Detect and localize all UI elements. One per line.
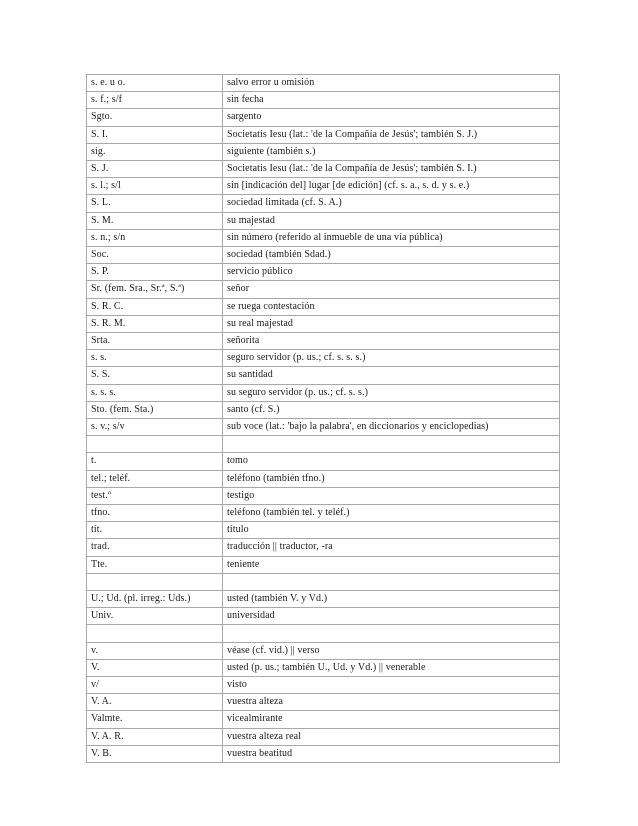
table-row: [87, 591, 560, 608]
table-row: [87, 161, 560, 178]
abbreviation-cell: Sto. (fem. Sta.): [87, 401, 223, 418]
table-row: [87, 212, 560, 229]
meaning-cell: se ruega contestación: [223, 298, 560, 315]
meaning-cell: testigo: [223, 487, 560, 504]
table-row: [87, 109, 560, 126]
abbreviation-cell: s. e. u o.: [87, 75, 223, 92]
table-row: [87, 487, 560, 504]
abbreviation-cell: V. A.: [87, 694, 223, 711]
table-row: [87, 367, 560, 384]
abbreviation-cell: [87, 625, 223, 642]
meaning-cell: sin [indicación del] lugar [de edición] (cf. s. a., s. d. y s. e.): [223, 178, 560, 195]
meaning-cell: vuestra alteza: [223, 694, 560, 711]
abbreviation-cell: Valmte.: [87, 711, 223, 728]
meaning-cell: usted (también V. y Vd.): [223, 591, 560, 608]
abbreviation-cell: [87, 573, 223, 590]
abbreviation-cell: tel.; teléf.: [87, 470, 223, 487]
table-row: [87, 281, 560, 298]
table-row: [87, 728, 560, 745]
abbreviation-cell: v.: [87, 642, 223, 659]
abbreviation-cell: V.: [87, 659, 223, 676]
meaning-cell: tomo: [223, 453, 560, 470]
table-row: [87, 659, 560, 676]
meaning-cell: Societatis Iesu (lat.: 'de la Compañía de Jesús'; también S. I.): [223, 161, 560, 178]
table-row: [87, 298, 560, 315]
meaning-cell: su real majestad: [223, 315, 560, 332]
abbreviation-cell: t.: [87, 453, 223, 470]
abbreviation-cell: trad.: [87, 539, 223, 556]
table-row: [87, 264, 560, 281]
table-row: [87, 522, 560, 539]
table-row: [87, 677, 560, 694]
abbreviation-cell: S. M.: [87, 212, 223, 229]
table-row: [87, 608, 560, 625]
meaning-cell: sin número (referido al inmueble de una vía pública): [223, 229, 560, 246]
meaning-cell: sociedad limitada (cf. S. A.): [223, 195, 560, 212]
abbreviation-cell: Sr. (fem. Sra., Sr.ª, S.ª): [87, 281, 223, 298]
abbreviations-table: [86, 74, 560, 763]
meaning-cell: traducción || traductor, -ra: [223, 539, 560, 556]
abbreviation-cell: S. R. M.: [87, 315, 223, 332]
meaning-cell: seguro servidor (p. us.; cf. s. s. s.): [223, 350, 560, 367]
meaning-cell: santo (cf. S.): [223, 401, 560, 418]
table-row: [87, 384, 560, 401]
abbreviation-cell: Univ.: [87, 608, 223, 625]
abbreviation-cell: V. B.: [87, 745, 223, 762]
meaning-cell: universidad: [223, 608, 560, 625]
table-row: [87, 711, 560, 728]
meaning-cell: vuestra alteza real: [223, 728, 560, 745]
table-row: [87, 745, 560, 762]
table-row: [87, 333, 560, 350]
table-row: [87, 539, 560, 556]
meaning-cell: señor: [223, 281, 560, 298]
table-row: [87, 178, 560, 195]
table-row: [87, 419, 560, 436]
abbreviation-cell: S. I.: [87, 126, 223, 143]
abbreviation-cell: V. A. R.: [87, 728, 223, 745]
table-row: [87, 642, 560, 659]
abbreviation-cell: [87, 436, 223, 453]
table-row: [87, 556, 560, 573]
table-row: [87, 350, 560, 367]
meaning-cell: [223, 573, 560, 590]
table-row: [87, 229, 560, 246]
abbreviation-cell: S. L.: [87, 195, 223, 212]
meaning-cell: teniente: [223, 556, 560, 573]
meaning-cell: vuestra beatitud: [223, 745, 560, 762]
abbreviation-cell: Sgto.: [87, 109, 223, 126]
meaning-cell: su santidad: [223, 367, 560, 384]
meaning-cell: Societatis Iesu (lat.: 'de la Compañía de Jesús'; también S. J.): [223, 126, 560, 143]
meaning-cell: salvo error u omisión: [223, 75, 560, 92]
meaning-cell: teléfono (también tel. y teléf.): [223, 505, 560, 522]
table-row: [87, 195, 560, 212]
meaning-cell: sargento: [223, 109, 560, 126]
abbreviation-cell: s. n.; s/n: [87, 229, 223, 246]
meaning-cell: título: [223, 522, 560, 539]
table-row: [87, 247, 560, 264]
abbreviation-cell: S. R. C.: [87, 298, 223, 315]
abbreviation-cell: s. s. s.: [87, 384, 223, 401]
table-row: [87, 505, 560, 522]
table-row: [87, 92, 560, 109]
abbreviation-cell: sig.: [87, 143, 223, 160]
table-row: [87, 75, 560, 92]
table-row: [87, 315, 560, 332]
table-row: [87, 401, 560, 418]
meaning-cell: [223, 436, 560, 453]
abbreviation-cell: s. l.; s/l: [87, 178, 223, 195]
abbreviation-cell: tfno.: [87, 505, 223, 522]
table-row: [87, 143, 560, 160]
meaning-cell: visto: [223, 677, 560, 694]
abbreviation-cell: U.; Ud. (pl. irreg.: Uds.): [87, 591, 223, 608]
abbreviation-cell: S. S.: [87, 367, 223, 384]
meaning-cell: servicio público: [223, 264, 560, 281]
table-row: [87, 126, 560, 143]
meaning-cell: sociedad (también Sdad.): [223, 247, 560, 264]
table-row-spacer: [87, 573, 560, 590]
abbreviation-cell: Srta.: [87, 333, 223, 350]
table-row: [87, 470, 560, 487]
meaning-cell: [223, 625, 560, 642]
meaning-cell: siguiente (también s.): [223, 143, 560, 160]
abbreviation-cell: Tte.: [87, 556, 223, 573]
meaning-cell: usted (p. us.; también U., Ud. y Vd.) || venerable: [223, 659, 560, 676]
abbreviation-cell: S. P.: [87, 264, 223, 281]
abbreviation-cell: tít.: [87, 522, 223, 539]
table-row: [87, 453, 560, 470]
meaning-cell: véase (cf. vid.) || verso: [223, 642, 560, 659]
table-row: [87, 694, 560, 711]
meaning-cell: sin fecha: [223, 92, 560, 109]
abbreviation-cell: s. f.; s/f: [87, 92, 223, 109]
meaning-cell: teléfono (también tfno.): [223, 470, 560, 487]
abbreviation-cell: Soc.: [87, 247, 223, 264]
abbreviation-cell: v/: [87, 677, 223, 694]
abbreviation-cell: S. J.: [87, 161, 223, 178]
table-row-spacer: [87, 436, 560, 453]
meaning-cell: señorita: [223, 333, 560, 350]
abbreviation-cell: test.º: [87, 487, 223, 504]
table-row-spacer: [87, 625, 560, 642]
meaning-cell: su seguro servidor (p. us.; cf. s. s.): [223, 384, 560, 401]
meaning-cell: vicealmirante: [223, 711, 560, 728]
meaning-cell: su majestad: [223, 212, 560, 229]
meaning-cell: sub voce (lat.: 'bajo la palabra', en diccionarios y enciclopedias): [223, 419, 560, 436]
abbreviation-cell: s. v.; s/v: [87, 419, 223, 436]
abbreviation-cell: s. s.: [87, 350, 223, 367]
